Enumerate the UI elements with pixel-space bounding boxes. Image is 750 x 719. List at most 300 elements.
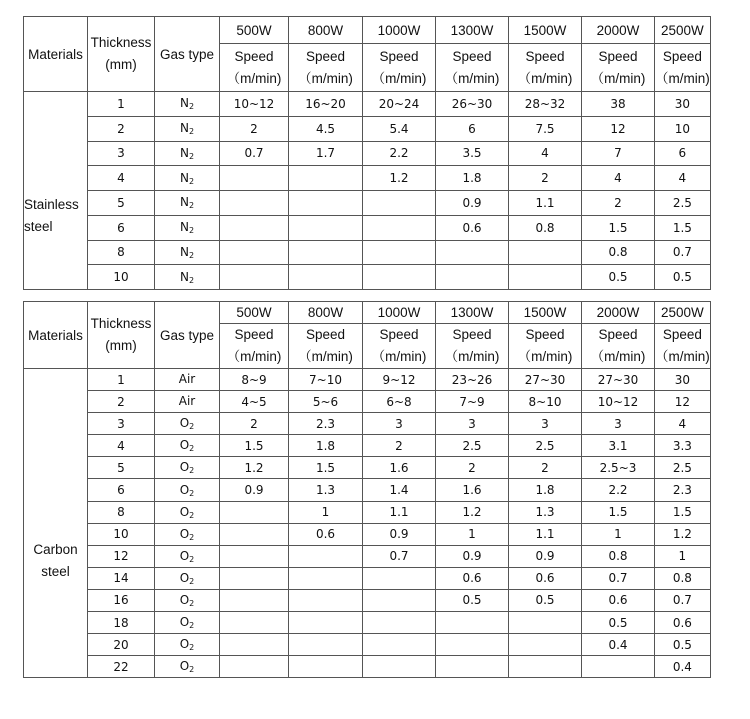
gas-subscript: 2 xyxy=(188,176,195,186)
speed-unit: （m/min) xyxy=(371,349,427,364)
gas-subscript: 2 xyxy=(188,275,195,285)
header-power: 2000W xyxy=(582,302,655,324)
speed-label: Speed xyxy=(452,327,492,342)
gas-subscript: 2 xyxy=(188,127,195,137)
gas-symbol: O xyxy=(179,526,190,541)
gas-subscript: 2 xyxy=(188,102,195,112)
speed-cell: 0.6 xyxy=(509,567,582,589)
table-row xyxy=(24,191,711,216)
table-row xyxy=(24,501,711,523)
gas-subscript: 2 xyxy=(189,576,195,586)
header-speed xyxy=(582,324,655,369)
header-power: 1000W xyxy=(363,17,436,44)
speed-label: Speed xyxy=(234,48,274,64)
table-row xyxy=(24,523,711,545)
header-thickness-unit: (mm) xyxy=(105,338,137,353)
speed-cell: 12 xyxy=(655,391,711,413)
speed-cell: 0.5 xyxy=(509,589,582,611)
speed-label: Speed xyxy=(662,48,702,64)
header-speed xyxy=(509,44,582,92)
gas-symbol: O xyxy=(179,570,190,585)
speed-cell xyxy=(582,656,655,678)
speed-cell: 0.6 xyxy=(436,215,509,240)
speed-cell: 2.5~3 xyxy=(582,457,655,479)
speed-label: Speed xyxy=(305,48,346,64)
speed-cell: 4 xyxy=(655,166,711,191)
speed-cell: 1 xyxy=(582,523,655,545)
table-row xyxy=(24,656,711,678)
speed-cell: 0.8 xyxy=(582,545,655,567)
gas-cell xyxy=(155,391,220,413)
header-power: 1300W xyxy=(436,17,509,44)
gas-symbol: N xyxy=(179,121,189,136)
header-speed xyxy=(289,44,363,92)
speed-cell xyxy=(220,634,289,656)
table-row xyxy=(24,413,711,435)
gas-cell xyxy=(155,240,220,265)
gas-subscript: 2 xyxy=(189,466,195,476)
table-row xyxy=(24,612,711,634)
speed-cell: 3 xyxy=(436,413,509,435)
speed-label: Speed xyxy=(598,327,638,342)
gas-subscript: 2 xyxy=(188,226,195,236)
gas-cell xyxy=(155,413,220,435)
thickness-cell: 18 xyxy=(88,612,155,634)
header-power: 1300W xyxy=(436,302,509,324)
speed-cell: 4 xyxy=(582,166,655,191)
gas-symbol: N xyxy=(179,170,189,185)
speed-cell xyxy=(289,634,363,656)
gas-subscript: 2 xyxy=(189,643,195,653)
header-speed xyxy=(436,44,509,92)
speed-cell: 28~32 xyxy=(509,92,582,117)
speed-cell: 3.1 xyxy=(582,435,655,457)
gas-cell xyxy=(155,545,220,567)
gas-subscript: 2 xyxy=(188,201,195,211)
header-speed xyxy=(363,44,436,92)
speed-label: Speed xyxy=(662,327,702,342)
speed-cell: 26~30 xyxy=(436,92,509,117)
speed-cell: 1 xyxy=(436,523,509,545)
speed-cell xyxy=(220,612,289,634)
gas-symbol: N xyxy=(179,269,189,284)
speed-unit: （m/min) xyxy=(590,70,646,86)
speed-cell xyxy=(220,501,289,523)
header-speed xyxy=(363,324,436,369)
header-row-power xyxy=(24,302,711,324)
gas-subscript: 2 xyxy=(189,598,195,608)
speed-cell xyxy=(509,240,582,265)
table-row xyxy=(24,479,711,501)
gas-symbol: N xyxy=(179,195,189,210)
table-row xyxy=(24,240,711,265)
speed-cell xyxy=(289,215,363,240)
thickness-cell: 8 xyxy=(88,240,155,265)
speed-cell: 2.2 xyxy=(582,479,655,501)
material-cell xyxy=(24,92,88,290)
speed-cell: 5~6 xyxy=(289,391,363,413)
table-row xyxy=(24,215,711,240)
gas-cell xyxy=(155,612,220,634)
speed-cell xyxy=(289,612,363,634)
speed-cell: 1.8 xyxy=(509,479,582,501)
carbon-steel-speed-table xyxy=(23,301,711,678)
thickness-cell: 10 xyxy=(88,523,155,545)
speed-cell: 7~9 xyxy=(436,391,509,413)
speed-label: Speed xyxy=(452,48,492,64)
speed-cell: 0.4 xyxy=(655,656,711,678)
speed-cell: 1.6 xyxy=(436,479,509,501)
speed-label: Speed xyxy=(525,327,565,342)
speed-cell: 6~8 xyxy=(363,391,436,413)
speed-cell xyxy=(363,589,436,611)
speed-label: Speed xyxy=(379,48,419,64)
gas-cell xyxy=(155,265,220,290)
header-speed xyxy=(655,44,711,92)
speed-cell: 3 xyxy=(582,413,655,435)
gas-symbol: O xyxy=(179,504,190,519)
speed-cell xyxy=(509,612,582,634)
speed-label: Speed xyxy=(598,48,638,64)
speed-cell: 0.7 xyxy=(655,589,711,611)
speed-cell xyxy=(289,265,363,290)
gas-cell xyxy=(155,191,220,216)
header-thickness-label: Thickness xyxy=(90,35,152,50)
gas-symbol: O xyxy=(179,592,190,607)
header-power: 500W xyxy=(220,302,289,324)
gas-subscript: 2 xyxy=(188,250,195,260)
header-speed xyxy=(220,44,289,92)
speed-cell: 0.5 xyxy=(655,265,711,290)
gas-symbol: O xyxy=(179,438,190,453)
speed-cell: 3 xyxy=(363,413,436,435)
gas-symbol: Air xyxy=(178,372,196,387)
header-thickness xyxy=(88,302,155,369)
speed-label: Speed xyxy=(305,327,346,342)
material-line: steel xyxy=(24,218,53,234)
speed-cell: 4.5 xyxy=(289,116,363,141)
speed-cell: 2 xyxy=(220,116,289,141)
material-line: steel xyxy=(41,563,70,579)
gas-symbol: O xyxy=(179,416,190,431)
speed-cell: 2.3 xyxy=(655,479,711,501)
speed-cell xyxy=(220,166,289,191)
gas-subscript: 2 xyxy=(189,554,195,564)
speed-cell xyxy=(289,545,363,567)
gas-cell xyxy=(155,435,220,457)
speed-unit: （m/min) xyxy=(444,349,500,364)
header-row-power xyxy=(24,17,711,44)
speed-cell: 0.7 xyxy=(363,545,436,567)
header-speed xyxy=(436,324,509,369)
speed-unit: （m/min) xyxy=(444,70,500,86)
speed-cell: 8~10 xyxy=(509,391,582,413)
speed-cell: 0.5 xyxy=(582,265,655,290)
gas-cell xyxy=(155,92,220,117)
speed-cell: 1 xyxy=(289,501,363,523)
speed-cell: 20~24 xyxy=(363,92,436,117)
thickness-cell: 20 xyxy=(88,634,155,656)
table-row xyxy=(24,116,711,141)
header-power: 2500W xyxy=(655,17,711,44)
speed-cell xyxy=(509,656,582,678)
speed-unit: （m/min) xyxy=(590,349,646,364)
speed-cell: 2.3 xyxy=(289,413,363,435)
thickness-cell: 5 xyxy=(88,191,155,216)
speed-unit: （m/min) xyxy=(226,349,282,364)
speed-cell: 0.8 xyxy=(509,215,582,240)
speed-cell: 1.2 xyxy=(655,523,711,545)
speed-cell: 0.7 xyxy=(655,240,711,265)
table-row xyxy=(24,141,711,166)
speed-cell: 1.5 xyxy=(655,501,711,523)
speed-cell: 0.5 xyxy=(655,634,711,656)
speed-cell xyxy=(363,215,436,240)
speed-cell: 1.5 xyxy=(582,501,655,523)
gas-subscript: 2 xyxy=(189,444,195,454)
gas-subscript: 2 xyxy=(189,422,195,432)
speed-cell: 1.7 xyxy=(289,141,363,166)
speed-cell: 30 xyxy=(655,369,711,391)
speed-cell: 2 xyxy=(436,457,509,479)
speed-cell xyxy=(289,240,363,265)
gas-symbol: O xyxy=(179,637,190,652)
thickness-cell: 1 xyxy=(88,92,155,117)
speed-cell xyxy=(289,166,363,191)
table-row xyxy=(24,391,711,413)
table-row xyxy=(24,457,711,479)
speed-cell xyxy=(220,240,289,265)
table-row xyxy=(24,545,711,567)
speed-cell: 0.6 xyxy=(582,589,655,611)
gas-subscript: 2 xyxy=(189,488,195,498)
table-row xyxy=(24,435,711,457)
speed-cell: 1.5 xyxy=(582,215,655,240)
gas-symbol: N xyxy=(179,145,189,160)
gas-symbol: O xyxy=(179,659,190,674)
header-power: 800W xyxy=(289,302,363,324)
speed-cell xyxy=(509,634,582,656)
speed-cell: 0.9 xyxy=(509,545,582,567)
speed-cell: 10~12 xyxy=(582,391,655,413)
speed-cell: 0.7 xyxy=(220,141,289,166)
speed-cell xyxy=(220,589,289,611)
header-thickness-unit: (mm) xyxy=(105,57,137,72)
speed-cell: 3 xyxy=(509,413,582,435)
speed-unit: （m/min) xyxy=(655,349,710,364)
speed-cell xyxy=(220,567,289,589)
speed-cell xyxy=(363,612,436,634)
header-gas-type: Gas type xyxy=(155,302,220,369)
thickness-cell: 2 xyxy=(88,391,155,413)
thickness-cell: 4 xyxy=(88,435,155,457)
gas-cell xyxy=(155,369,220,391)
speed-label: Speed xyxy=(525,48,565,64)
speed-cell: 0.5 xyxy=(582,612,655,634)
gas-cell xyxy=(155,523,220,545)
speed-unit: （m/min) xyxy=(371,70,427,86)
material-cell xyxy=(24,369,88,678)
speed-cell: 1.5 xyxy=(220,435,289,457)
header-speed xyxy=(655,324,711,369)
speed-cell: 0.6 xyxy=(655,612,711,634)
speed-cell xyxy=(363,265,436,290)
table-row xyxy=(24,634,711,656)
material-line: Carbon xyxy=(33,541,78,557)
gas-cell xyxy=(155,479,220,501)
speed-cell: 1.3 xyxy=(289,479,363,501)
speed-cell: 7~10 xyxy=(289,369,363,391)
speed-cell: 0.5 xyxy=(436,589,509,611)
table-row xyxy=(24,265,711,290)
speed-cell: 2.2 xyxy=(363,141,436,166)
speed-cell xyxy=(436,240,509,265)
header-power: 800W xyxy=(289,17,363,44)
speed-cell: 38 xyxy=(582,92,655,117)
speed-unit: （m/min) xyxy=(517,70,573,86)
speed-cell: 27~30 xyxy=(509,369,582,391)
speed-cell: 1.8 xyxy=(436,166,509,191)
speed-cell: 1.2 xyxy=(363,166,436,191)
gas-subscript: 2 xyxy=(189,665,195,675)
speed-cell xyxy=(363,634,436,656)
speed-cell: 10~12 xyxy=(220,92,289,117)
speed-cell: 1.4 xyxy=(363,479,436,501)
gas-cell xyxy=(155,215,220,240)
speed-cell: 1 xyxy=(655,545,711,567)
speed-cell: 0.9 xyxy=(220,479,289,501)
table-row xyxy=(24,589,711,611)
speed-cell: 30 xyxy=(655,92,711,117)
gas-subscript: 2 xyxy=(189,532,195,542)
gas-subscript: 2 xyxy=(189,621,195,631)
speed-unit: （m/min) xyxy=(226,70,282,86)
speed-cell: 2.5 xyxy=(655,457,711,479)
header-materials: Materials xyxy=(24,302,88,369)
speed-cell xyxy=(363,240,436,265)
speed-cell: 3.3 xyxy=(655,435,711,457)
gas-symbol: N xyxy=(179,244,189,259)
speed-cell xyxy=(436,612,509,634)
speed-cell: 2.5 xyxy=(436,435,509,457)
speed-cell: 10 xyxy=(655,116,711,141)
header-power: 2500W xyxy=(655,302,711,324)
speed-cell: 27~30 xyxy=(582,369,655,391)
gas-symbol: O xyxy=(179,615,190,630)
header-speed xyxy=(220,324,289,369)
speed-cell: 1.2 xyxy=(220,457,289,479)
speed-cell xyxy=(220,191,289,216)
speed-cell: 0.6 xyxy=(289,523,363,545)
header-power: 1500W xyxy=(509,302,582,324)
speed-cell: 0.8 xyxy=(582,240,655,265)
thickness-cell: 3 xyxy=(88,413,155,435)
speed-cell xyxy=(363,656,436,678)
speed-cell xyxy=(436,634,509,656)
header-power: 1500W xyxy=(509,17,582,44)
speed-cell xyxy=(220,545,289,567)
gas-cell xyxy=(155,501,220,523)
speed-cell: 23~26 xyxy=(436,369,509,391)
speed-cell: 8~9 xyxy=(220,369,289,391)
speed-cell: 7.5 xyxy=(509,116,582,141)
gas-subscript: 2 xyxy=(189,510,195,520)
thickness-cell: 22 xyxy=(88,656,155,678)
speed-cell: 1.2 xyxy=(436,501,509,523)
stainless-steel-speed-table xyxy=(23,16,711,290)
gas-subscript: 2 xyxy=(188,151,195,161)
thickness-cell: 12 xyxy=(88,545,155,567)
thickness-cell: 8 xyxy=(88,501,155,523)
thickness-cell: 16 xyxy=(88,589,155,611)
speed-cell: 2 xyxy=(220,413,289,435)
speed-cell: 3.5 xyxy=(436,141,509,166)
gas-symbol: Air xyxy=(178,394,196,409)
thickness-cell: 3 xyxy=(88,141,155,166)
speed-cell: 2.5 xyxy=(655,191,711,216)
speed-cell: 2 xyxy=(509,457,582,479)
speed-unit: （m/min) xyxy=(517,349,573,364)
thickness-cell: 14 xyxy=(88,567,155,589)
speed-cell: 2 xyxy=(582,191,655,216)
speed-cell: 4~5 xyxy=(220,391,289,413)
header-power: 1000W xyxy=(363,302,436,324)
speed-cell xyxy=(220,523,289,545)
speed-cell xyxy=(289,589,363,611)
speed-cell: 1.1 xyxy=(509,191,582,216)
header-thickness-label: Thickness xyxy=(90,316,152,331)
speed-cell xyxy=(436,656,509,678)
gas-symbol: N xyxy=(179,96,189,111)
table-row xyxy=(24,567,711,589)
speed-unit: （m/min) xyxy=(298,70,353,86)
speed-cell: 1.3 xyxy=(509,501,582,523)
thickness-cell: 2 xyxy=(88,116,155,141)
header-speed xyxy=(509,324,582,369)
table-row xyxy=(24,166,711,191)
speed-cell: 2.5 xyxy=(509,435,582,457)
gas-symbol: O xyxy=(179,482,190,497)
speed-cell: 5.4 xyxy=(363,116,436,141)
speed-cell: 0.9 xyxy=(436,545,509,567)
header-gas-type: Gas type xyxy=(155,17,220,92)
gas-cell xyxy=(155,457,220,479)
speed-cell: 0.8 xyxy=(655,567,711,589)
speed-cell xyxy=(220,215,289,240)
gas-cell xyxy=(155,116,220,141)
thickness-cell: 6 xyxy=(88,215,155,240)
speed-cell: 7 xyxy=(582,141,655,166)
speed-label: Speed xyxy=(379,327,419,342)
speed-cell: 0.9 xyxy=(436,191,509,216)
gas-symbol: O xyxy=(179,460,190,475)
speed-cell: 4 xyxy=(509,141,582,166)
speed-cell xyxy=(509,265,582,290)
speed-cell xyxy=(289,191,363,216)
material-line: Stainless xyxy=(24,196,79,212)
speed-cell: 0.4 xyxy=(582,634,655,656)
speed-cell: 16~20 xyxy=(289,92,363,117)
speed-cell xyxy=(436,265,509,290)
speed-cell: 9~12 xyxy=(363,369,436,391)
table-row xyxy=(24,92,711,117)
gas-cell xyxy=(155,589,220,611)
gas-cell xyxy=(155,141,220,166)
header-materials: Materials xyxy=(24,17,88,92)
table-row xyxy=(24,369,711,391)
speed-cell: 1.5 xyxy=(289,457,363,479)
thickness-cell: 6 xyxy=(88,479,155,501)
